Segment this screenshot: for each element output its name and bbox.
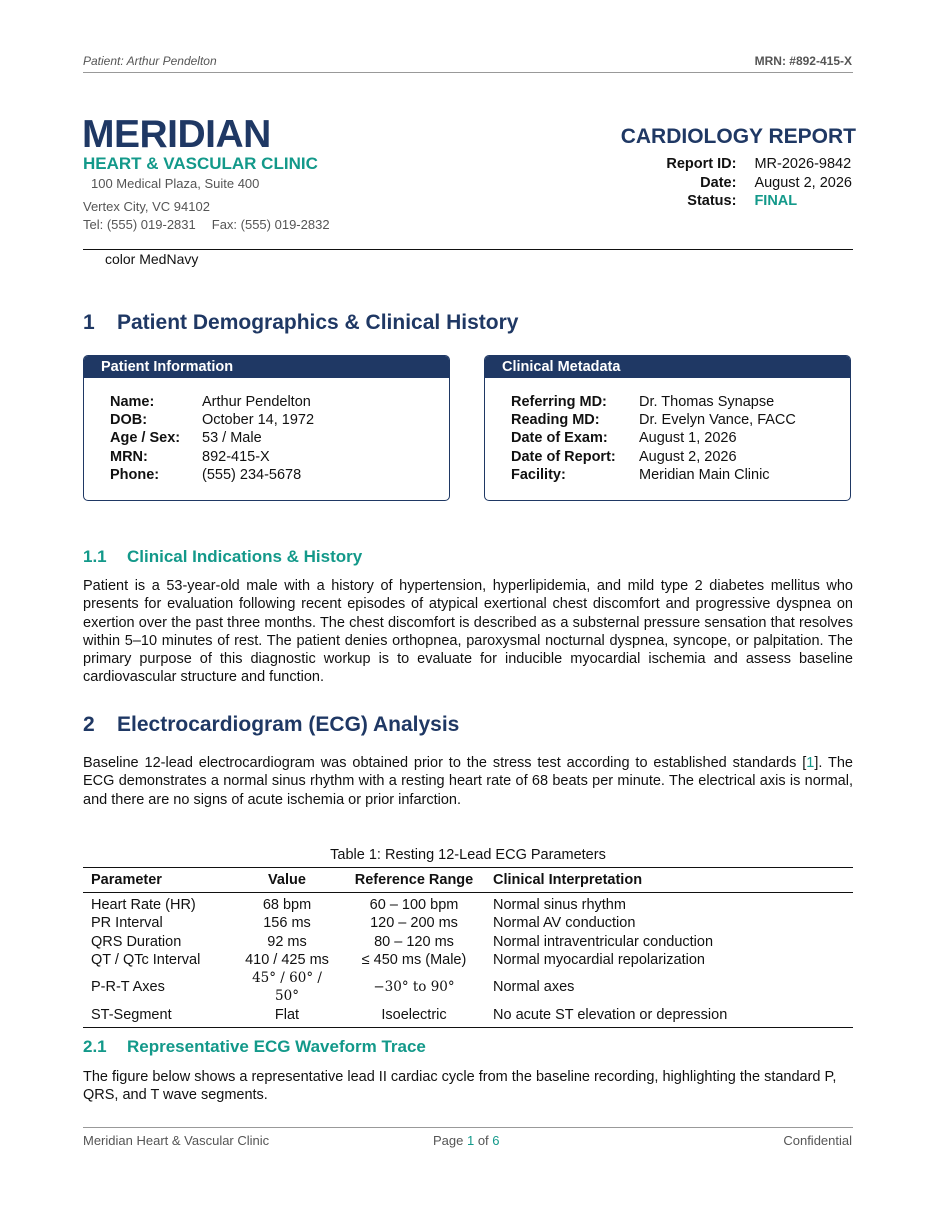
field-value: 892-415-X <box>202 448 270 465</box>
table-cell: Normal axes <box>493 979 575 996</box>
table-caption: Table 1: Resting 12-Lead ECG Parameters <box>330 847 606 863</box>
field-value: Arthur Pendelton <box>202 394 311 410</box>
table-cell: P-R-T Axes <box>91 979 165 996</box>
field-label: Date of Report: <box>511 448 616 465</box>
list-item <box>511 393 796 411</box>
field-label: Referring MD: <box>511 394 607 410</box>
list-item <box>110 393 314 411</box>
table-cell: 45° / 60° / 50° <box>252 970 322 1005</box>
footer-divider <box>83 1127 853 1128</box>
field-label: Date of Exam: <box>511 430 608 447</box>
box-title: Patient Information <box>84 356 449 378</box>
table-cell: 156 ms <box>263 915 311 932</box>
list-item <box>110 448 314 466</box>
section-title: Electrocardiogram (ECG) Analysis <box>117 713 460 736</box>
table-cell: QT / QTc Interval <box>91 951 201 968</box>
table-cell: Normal intraventricular conduction <box>493 933 714 950</box>
table-cell: QRS Duration <box>91 933 182 950</box>
report-id-value: MR-2026-9842 <box>754 156 852 172</box>
report-date-value: August 2, 2026 <box>754 174 852 191</box>
table-row <box>83 933 853 951</box>
column-header: Reference Range <box>343 868 485 893</box>
running-header-mrn: MRN: #892-415-X <box>754 54 852 68</box>
list-item <box>511 411 796 429</box>
field-value: August 1, 2026 <box>639 430 737 447</box>
ecg-paragraph <box>83 754 853 809</box>
field-value: (555) 234-5678 <box>202 466 302 483</box>
list-item <box>511 429 796 447</box>
field-value: Meridian Main Clinic <box>639 466 770 483</box>
page-current-link[interactable]: 1 <box>466 1133 475 1148</box>
clinic-fax: Fax: (555) 019-2832 <box>211 217 330 232</box>
clinic-address-line1: 100 Medical Plaza, Suite 400 <box>91 176 260 191</box>
field-label: Age / Sex: <box>110 430 181 447</box>
waveform-paragraph: The figure below shows a representative lead II cardiac cycle from the baseline recording, highlighting the standard P, QRS, and T wave segments. <box>83 1069 837 1104</box>
section-number: 2 <box>83 713 95 736</box>
report-status-label: Status: <box>687 193 737 209</box>
table-cell: Flat <box>231 1006 343 1028</box>
report-title: CARDIOLOGY REPORT <box>620 125 856 148</box>
table-cell: Heart Rate (HR) <box>91 897 196 913</box>
footer-confidential: Confidential <box>783 1133 852 1148</box>
ecg-parameters-table <box>83 867 853 1028</box>
list-item <box>110 429 314 447</box>
subsection-number: 2.1 <box>83 1037 107 1056</box>
subsection-1-1-heading <box>83 547 362 567</box>
table-header-row <box>83 868 853 893</box>
table-row <box>83 914 853 932</box>
section-2-heading <box>83 713 459 737</box>
section-number: 1 <box>83 311 95 334</box>
patient-info-table <box>110 393 314 484</box>
table-cell: ≤ 450 ms (Male) <box>361 951 467 968</box>
report-status-value: FINAL <box>754 193 798 209</box>
field-label: Facility: <box>511 466 566 483</box>
table-cell: 68 bpm <box>262 897 312 913</box>
table-cell: 60 – 100 bpm <box>369 897 459 913</box>
field-label: DOB: <box>110 412 148 429</box>
list-item <box>110 466 314 484</box>
field-value: Dr. Thomas Synapse <box>639 394 775 410</box>
field-value: October 14, 1972 <box>202 412 315 429</box>
table-row <box>83 1006 853 1028</box>
page-mid: of <box>474 1133 493 1148</box>
column-header: Clinical Interpretation <box>485 868 853 893</box>
clinical-metadata-box <box>484 355 851 501</box>
report-meta-row <box>666 155 852 174</box>
field-label: Phone: <box>110 466 160 483</box>
report-meta <box>666 155 852 211</box>
subsection-title: Representative ECG Waveform Trace <box>127 1037 426 1056</box>
stray-text: color MedNavy <box>105 251 199 267</box>
table-row <box>83 951 853 969</box>
subsection-number: 1.1 <box>83 547 107 566</box>
report-date-label: Date: <box>700 174 737 191</box>
clinic-logo-text: MERIDIAN <box>82 113 271 156</box>
table-cell: Normal myocardial repolarization <box>493 951 705 968</box>
clinic-tel: Tel: (555) 019-2831 <box>83 217 196 232</box>
section-title: Patient Demographics & Clinical History <box>117 311 519 334</box>
box-title: Clinical Metadata <box>485 356 850 378</box>
table-cell: Normal sinus rhythm <box>493 897 626 913</box>
field-label: Reading MD: <box>511 412 600 429</box>
footer-page-number <box>433 1133 500 1148</box>
clinic-subtitle: HEART & VASCULAR CLINIC <box>83 154 318 173</box>
section-1-heading <box>83 311 518 335</box>
list-item <box>110 411 314 429</box>
table-row <box>83 969 853 1006</box>
table-cell: −30° to 90° <box>373 979 455 996</box>
column-header: Value <box>231 868 343 893</box>
field-label: MRN: <box>110 448 148 465</box>
table-cell: 120 – 200 ms <box>370 915 458 932</box>
paragraph-text: Baseline 12-lead electrocardiogram was obtained prior to the stress test according to established standards [ <box>83 755 807 771</box>
table-cell: 410 / 425 ms <box>245 951 329 968</box>
list-item <box>511 466 796 484</box>
running-header-patient: Patient: Arthur Pendelton <box>83 54 217 68</box>
patient-info-box <box>83 355 450 501</box>
page-prefix: Page <box>433 1133 467 1148</box>
clinic-address-line2: Vertex City, VC 94102 <box>83 199 210 214</box>
table-cell: 80 – 120 ms <box>374 933 454 950</box>
header-divider <box>83 72 853 73</box>
field-label: Name: <box>110 394 155 410</box>
list-item <box>511 448 796 466</box>
table-cell: PR Interval <box>91 915 163 932</box>
clinic-contact <box>83 217 330 232</box>
table-cell: Normal AV conduction <box>493 915 636 932</box>
clinical-metadata-table <box>511 393 796 484</box>
table-cell: 92 ms <box>267 933 307 950</box>
subsection-2-1-heading <box>83 1037 426 1057</box>
report-meta-row <box>666 192 852 211</box>
report-meta-row <box>666 174 852 193</box>
page-total-link[interactable]: 6 <box>492 1133 500 1148</box>
footer-clinic: Meridian Heart & Vascular Clinic <box>83 1133 270 1148</box>
field-value: 53 / Male <box>202 430 262 447</box>
field-value: August 2, 2026 <box>639 448 737 465</box>
subsection-title: Clinical Indications & History <box>127 547 363 566</box>
field-value: Dr. Evelyn Vance, FACC <box>639 412 796 429</box>
table-cell: ST-Segment <box>83 1006 231 1028</box>
paragraph-text: ]. The ECG demonstrates a normal sinus rhythm with a resting heart rate of 68 beats per minute. The electrical axis is normal, and there are no signs of acute ischemia or prior infarction. <box>83 755 853 808</box>
column-header: Parameter <box>83 868 231 893</box>
citation-link[interactable]: 1 <box>806 755 815 771</box>
table-cell: No acute ST elevation or depression <box>485 1006 853 1028</box>
table-cell: Isoelectric <box>343 1006 485 1028</box>
table-row <box>83 893 853 915</box>
report-id-label: Report ID: <box>666 156 737 172</box>
letterhead-divider <box>83 249 853 250</box>
clinical-history-paragraph: Patient is a 53-year-old male with a history of hypertension, hyperlipidemia, and mild type 2 diabetes mellitus who presents for evaluation following recent episodes of atypical exertional chest discomfort and progressive dyspnea on exertion over the past three months. The chest discomfort is described as a substernal pressure sensation that resolves within 5–10 minutes of rest. The patient denies orthopnea, paroxysmal nocturnal dyspnea, syncope, or palpitation. The primary purpose of this diagnostic workup is to evaluate for inducible myocardial ischemia and assess baseline cardiovascular structure and function. <box>83 578 853 686</box>
